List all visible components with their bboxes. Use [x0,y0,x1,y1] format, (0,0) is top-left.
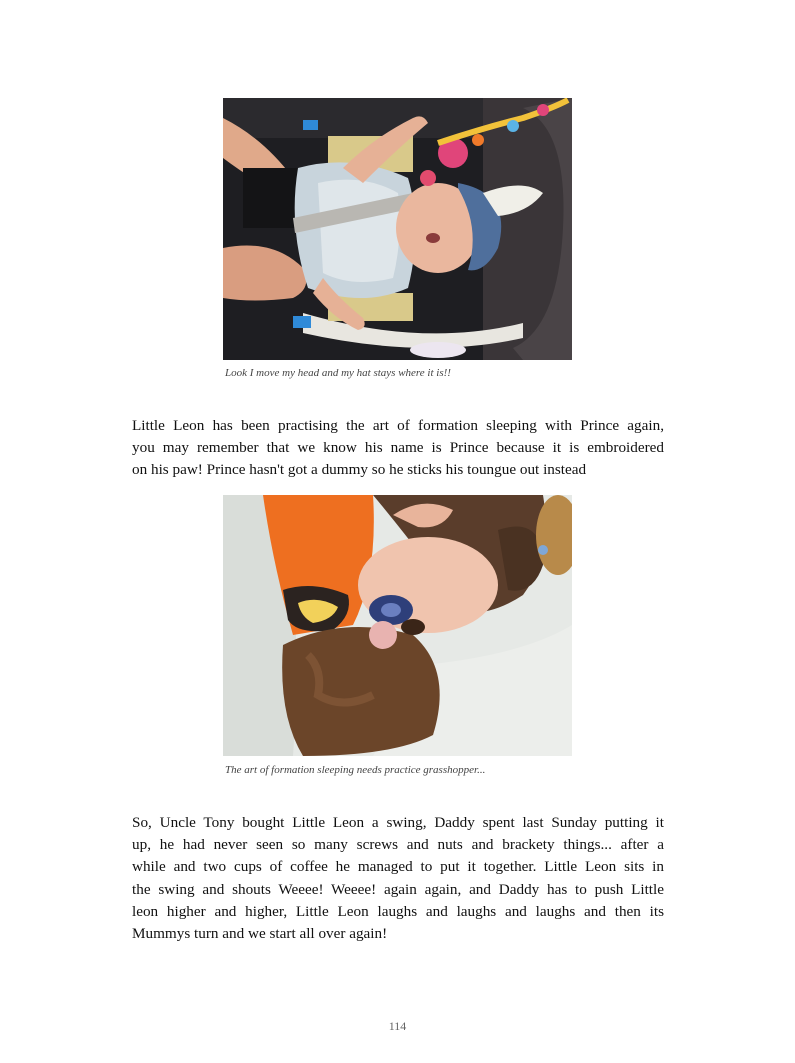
paragraph-line: Little Leon has been practising the art of formation sleeping with Prince again, [132,417,664,434]
page-number: 114 [388,1019,407,1033]
paragraph-line: Mummys turn and we start all over again! [132,925,388,943]
photo-baby-sleeping-teddy-image [223,495,572,756]
body-paragraph [132,812,664,945]
paragraph-line: while and two cups of coffee he managed to put it together. Little Leon sits in [132,858,664,876]
photo-baby-sleeping-teddy [223,495,572,756]
photo-baby-car-seat [223,98,572,360]
photo-caption: Look I move my head and my hat stays where it is!! [225,367,451,379]
paragraph-line: on his paw! Prince hasn't got a dummy so he sticks his toungue out instead [132,461,587,479]
paragraph-line: up, he had never seen so many screws and nuts and brackety things... after a [132,836,664,854]
paragraph-line: the swing and shouts Weeee! Weeee! again again, and Daddy has to push Little [132,880,664,898]
photo-caption: The art of formation sleeping needs practice grasshopper... [225,764,486,776]
paragraph-line: So, Uncle Tony bought Little Leon a swing, Daddy spent last Sunday putting it [132,814,664,831]
photo-baby-car-seat-image [223,98,572,360]
paragraph-line: you may remember that we know his name is Prince because it is embroidered [132,439,664,457]
body-paragraph [132,415,664,482]
paragraph-line: leon higher and higher, Little Leon laughs and laughs and laughs and then its [132,902,664,920]
